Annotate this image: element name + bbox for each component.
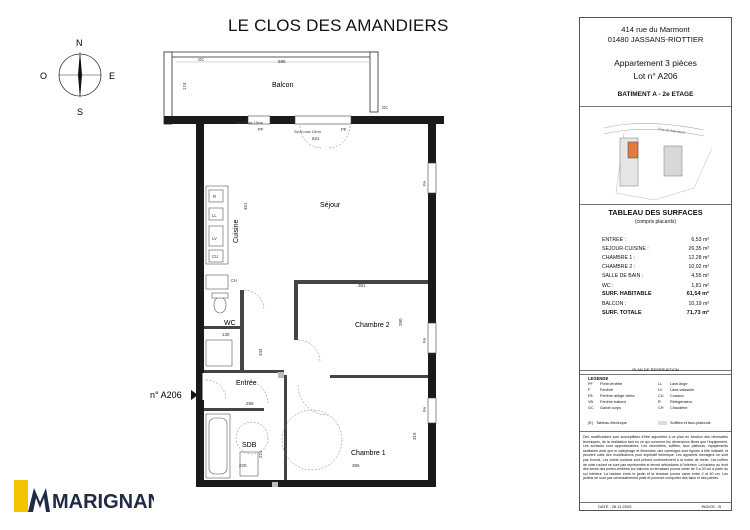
dim-361: 361 — [358, 283, 366, 288]
legend-elec: (E) Tableau électrique — [588, 421, 627, 425]
compass-o: O — [40, 71, 48, 81]
address-line-1: 414 rue du Marmont — [621, 25, 690, 34]
legend-item: VB Fenêtre battant — [588, 400, 626, 404]
svg-text:Rue du Marmont: Rue du Marmont — [657, 127, 685, 135]
svg-text:PF: PF — [258, 127, 264, 132]
legend-soffites: Soffites et faux-plafonds — [658, 421, 711, 425]
dim-319: 319 — [412, 432, 417, 440]
svg-text:CH: CH — [231, 278, 238, 283]
plan-label: PLAN DE RESERVATION — [632, 367, 679, 372]
dim-621: 621 — [312, 136, 320, 141]
date: DATE : 28.11.2025 — [598, 504, 632, 509]
legend-item: GC Garde corps — [588, 406, 621, 410]
svg-text:R: R — [213, 194, 217, 199]
dim-130: 130 — [222, 332, 230, 337]
dim-balcon-w: 586 — [278, 59, 286, 64]
surface-row: ENTREE : 6,53 m² — [602, 237, 709, 243]
svg-text:GC: GC — [198, 57, 205, 62]
surface-row: SALLE DE BAIN : 4,55 m² — [602, 273, 709, 280]
location-map — [584, 108, 729, 204]
dim-396: 396 — [352, 463, 360, 468]
legend-item: FA Fenêtre allège vitrée — [588, 394, 635, 398]
legend-item: PF Porte-fenêtre — [588, 382, 623, 386]
apartment-type: Appartement 3 pièces — [614, 58, 697, 68]
dim-258: 258 — [246, 401, 254, 406]
balcony — [164, 52, 378, 124]
lot-pointer-label: n° A206 — [150, 390, 182, 400]
dim-280: 280 — [398, 318, 403, 326]
room-cuisine: Cuisine — [233, 219, 240, 243]
room-entree: Entrée — [236, 380, 257, 387]
surface-row: CHAMBRE 2 : 10,02 m² — [602, 264, 709, 271]
legend-item: F Fenêtre — [588, 388, 614, 392]
dim-balcon-h: 174 — [182, 82, 187, 90]
room-balcon: Balcon — [272, 82, 294, 89]
svg-text:PF: PF — [341, 127, 347, 132]
info-panel — [579, 17, 732, 511]
west-wall — [196, 124, 204, 486]
legend-item: CU Cuisson — [658, 394, 684, 398]
legend-item: LV Lave-vaisselle — [658, 388, 695, 392]
svg-text:FA: FA — [422, 337, 427, 343]
compass-n: N — [76, 38, 83, 48]
disclaimer: Des modifications sont susceptibles d'être apportées à ce plan en fonction des nécessités techniques, de la réalisation tant en ce qui concerne les dimensions libres que l'équipement. Les surfaces sont approximatives. Les retombées, soffites, faux plafonds, équipements sanitaires ainsi que le calepinage et dimension des carrelages sont figurés à titre indicatif, et peuvent subir des modifications pour impératif technique. Les appareils ménagers ne sont pas fournis. Les volets roulants sont prévus conformément à la notice de vente. Les coffres de volet roulant ne sont pas représentés et seront débordants à l'intérieur. La hauteur au droit des seuils des portes-fenêtres sur balcons ou terrasses pourra varier de 3 à 20 cm à partir du sol intérieur. La hauteur entre le jardin et la terrasse pourra varier entre 0 et 60 cm. Les jardins ne sont pas nécessairement plats et pourront comporter des talus et des pentes. — [583, 435, 728, 481]
address-line-2: 01480 JASSANS-RIOTTIER — [607, 35, 704, 44]
surface-totale: SURF. TOTALE 71,73 m² — [602, 310, 709, 316]
brand-name: MARIGNAN — [52, 491, 154, 513]
svg-text:LL: LL — [212, 213, 217, 218]
south-wall — [196, 480, 436, 487]
room-wc: WC — [224, 320, 236, 327]
dim-451: 451 — [243, 202, 248, 210]
surface-row: WC : 1,81 m² — [602, 282, 709, 289]
dim-224: 224 — [258, 450, 263, 458]
surface-row: CHAMBRE 1 : 12,28 m² — [602, 255, 709, 262]
room-sdb: SDB — [242, 442, 257, 449]
svg-text:FA: FA — [422, 406, 427, 412]
batiment: BATIMENT A - 2e ETAGE — [617, 91, 694, 98]
surfaces-subtitle: (compris placards) — [634, 219, 677, 225]
brand-logo — [14, 480, 154, 519]
indice: INDICE : B — [701, 504, 721, 509]
surface-row: SEJOUR-CUISINE : 26,35 m² — [602, 246, 709, 253]
svg-text:FA: FA — [422, 180, 427, 186]
room-chambre2: Chambre 2 — [355, 322, 390, 329]
legend-item: R Réfrigérateur — [658, 400, 693, 404]
legend-title: LEGENDE — [588, 376, 609, 381]
compass-s: S — [77, 107, 84, 117]
compass-e: E — [109, 71, 116, 81]
svg-text:CU: CU — [212, 254, 219, 259]
lot-number: Lot n° A206 — [633, 71, 678, 81]
seuil-1: Seuil max 15cm — [236, 121, 264, 125]
room-chambre1: Chambre 1 — [351, 450, 386, 457]
surface-habitable: SURF. HABITABLE 61,54 m² — [602, 291, 709, 297]
svg-text:GC: GC — [382, 105, 389, 110]
seuil-2: Seuil max 15cm — [294, 130, 322, 134]
dim-344: 344 — [258, 348, 263, 356]
surfaces-title: TABLEAU DES SURFACES — [608, 208, 703, 217]
surface-balcon: BALCON : 10,19 m² — [602, 301, 709, 307]
legend-item: CH Chaudière — [658, 406, 688, 410]
lot-highlight — [628, 142, 638, 158]
legend-item: LL Lave-linge — [658, 382, 688, 386]
dim-220: 220 — [239, 463, 247, 468]
room-sejour: Séjour — [320, 202, 341, 209]
svg-text:LV: LV — [212, 236, 217, 241]
page-title: LE CLOS DES AMANDIERS — [228, 16, 449, 35]
